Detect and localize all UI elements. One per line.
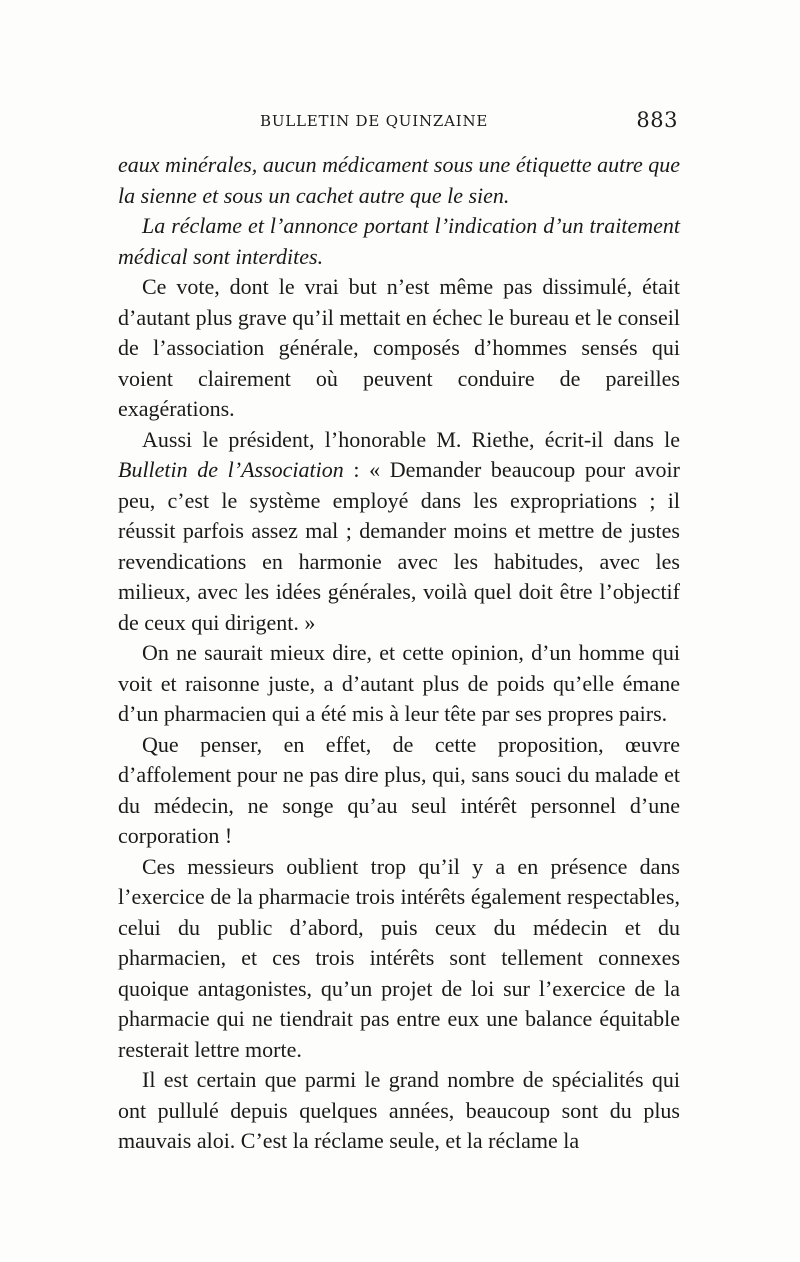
paragraph-6: Que penser, en effet, de cette proposition, œuvre d’affolement pour ne pas dire plus, qui, sans souci du malade et du médecin, ne songe qu’au seul intérêt personnel d’une corporation ! <box>118 731 680 848</box>
paragraph-7: Ces messieurs oublient trop qu’il y a en présence dans l’exercice de la pharmacie trois intérêts également respectables, celui du public d’abord, puis ceux du médecin et du pharmacien, et ces trois intérêts sont tellement connexes quoique antagonistes, qu’un projet de loi sur l’exercice de la pharmacie qui ne tiendrait pas entre eux une balance équitable resterait lettre morte. <box>118 853 680 1062</box>
paragraph-5: On ne saurait mieux dire, et cette opinion, d’un homme qui voit et raisonne juste, a d’autant plus de poids qu’elle émane d’un pharmacien qui a été mis à leur tête par ses propres pairs. <box>118 640 680 726</box>
journal-title: Bulletin de l’Association <box>118 457 344 482</box>
page-number: 883 <box>636 108 678 132</box>
paragraph-3: Ce vote, dont le vrai but n’est même pas dissimulé, était d’autant plus grave qu’il mettait en échec le bureau et le conseil de l’association générale, composés d’hommes sensés qui voient clairement où peuvent conduire de pareilles exagérations. <box>118 274 680 421</box>
paragraph-2: La réclame et l’annonce portant l’indication d’un traitement médical sont interdites. <box>118 213 680 269</box>
paragraph-8: Il est certain que parmi le grand nombre de spécialités qui ont pullulé depuis quelques années, beaucoup sont du plus mauvais aloi. C’est la réclame seule, et la réclame la <box>118 1067 680 1153</box>
page-header <box>118 108 678 142</box>
running-head: BULLETIN DE QUINZAINE <box>260 112 489 130</box>
paragraph-1: eaux minérales, aucun médicament sous une étiquette autre que la sienne et sous un cachet autre que le sien. <box>118 152 680 208</box>
paragraph-4 <box>118 425 680 639</box>
paragraph-4-part-b: : « Demander beaucoup pour avoir peu, c’est le système employé dans les expropriations ; il réussit parfois assez mal ; demander moins et mettre de justes revendications en harmonie avec les habitudes, avec les milieux, avec les idées générales, voilà quel doit être l’objectif de ceux qui dirigent. » <box>118 457 680 635</box>
body-text <box>118 150 680 1157</box>
paragraph-4-part-a: Aussi le président, l’honorable M. Riethe, écrit-il dans le <box>142 426 680 452</box>
